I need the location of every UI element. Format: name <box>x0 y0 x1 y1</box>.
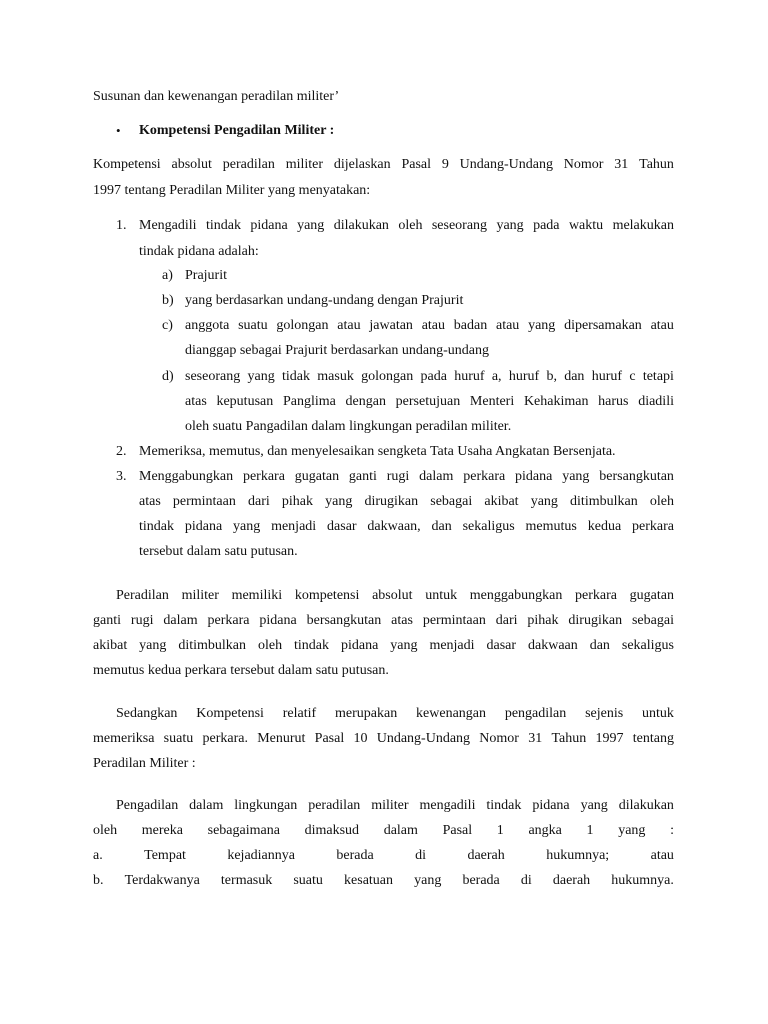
list-number: 3. <box>116 469 127 484</box>
word: militer <box>285 157 324 172</box>
word: diadili <box>638 394 674 409</box>
word: kedua <box>587 519 622 534</box>
word: perkara <box>575 588 617 603</box>
word: yang <box>414 873 442 888</box>
word: Panglima <box>282 394 336 409</box>
word: tindak <box>139 519 174 534</box>
word: akibat <box>484 494 519 509</box>
word: termasuk <box>220 873 273 888</box>
word: dengan <box>345 394 386 409</box>
word: perkara. <box>202 731 248 746</box>
word: tentang <box>632 731 674 746</box>
word: Kompetensi <box>93 157 161 172</box>
word: waktu <box>568 218 604 233</box>
paragraph-line <box>116 706 674 722</box>
word: b. <box>93 873 104 888</box>
word: dasar <box>486 638 517 653</box>
word: Menteri <box>469 394 515 409</box>
word: angka <box>528 823 562 838</box>
word: sejenis <box>585 706 624 721</box>
word: peradilan <box>308 798 361 813</box>
word: rugi <box>386 469 410 484</box>
word: yang <box>325 494 353 509</box>
word: anggota <box>185 318 230 333</box>
word: dasar <box>327 519 357 534</box>
word: yang <box>390 638 418 653</box>
word: sebagai <box>631 613 674 628</box>
list-item-text: tersebut dalam satu putusan. <box>139 544 298 559</box>
word: 31 <box>528 731 543 746</box>
word: kesatuan <box>344 873 394 888</box>
word: jawatan <box>369 318 413 333</box>
word: atas <box>139 494 161 509</box>
word: dijelaskan <box>333 157 391 172</box>
word: yang <box>618 823 646 838</box>
paragraph-line <box>93 731 674 747</box>
word: rugi <box>130 613 154 628</box>
word: Kompetensi <box>196 706 264 721</box>
word: dan <box>564 369 585 384</box>
word: mengadili <box>419 798 476 813</box>
paragraph-line <box>93 823 674 839</box>
word: dirugikan <box>568 613 623 628</box>
list-item-text <box>139 218 674 234</box>
word: perkara <box>632 519 674 534</box>
word: persetujuan <box>395 394 461 409</box>
word: kewenangan <box>416 706 486 721</box>
paragraph-line <box>116 588 674 604</box>
word: hukumnya; <box>546 848 610 863</box>
list-item-text <box>139 494 674 510</box>
word: Peradilan <box>116 588 169 603</box>
word: seseorang <box>431 218 488 233</box>
sub-item-text: Prajurit <box>185 268 227 283</box>
word: yang <box>580 798 608 813</box>
word: pihak <box>527 613 559 628</box>
word: c <box>629 369 636 384</box>
sub-label: a) <box>162 268 173 283</box>
section-title: Kompetensi Pengadilan Militer : <box>139 123 335 138</box>
word: masuk <box>317 369 354 384</box>
word: menggabungkan <box>469 588 563 603</box>
list-item-text <box>139 519 674 535</box>
word: ditimbulkan <box>178 638 247 653</box>
intro-line-1 <box>93 157 674 173</box>
list-number: 1. <box>116 218 127 233</box>
word: permintaan <box>422 613 486 628</box>
sub-item-text: oleh suatu Pangadilan dalam lingkungan peradilan militer. <box>185 419 512 434</box>
doc-heading: Susunan dan kewenangan peradilan militer’ <box>93 89 340 104</box>
word: dilakukan <box>333 218 389 233</box>
word: a, <box>491 369 502 384</box>
word: suatu <box>293 873 323 888</box>
word: Tahun <box>639 157 674 172</box>
word: sekaligus <box>621 638 674 653</box>
word: Mengadili <box>139 218 197 233</box>
paragraph-line: Peradilan Militer : <box>93 756 196 771</box>
list-number: 2. <box>116 444 127 459</box>
word: lingkungan <box>234 798 298 813</box>
word: Terdakwanya <box>124 873 200 888</box>
paragraph-line: memutus kedua perkara tersebut dalam satu putusan. <box>93 663 389 678</box>
word: memiliki <box>231 588 283 603</box>
word: yang <box>528 318 556 333</box>
word: Kehakiman <box>523 394 589 409</box>
word: suatu <box>238 318 268 333</box>
sub-item-text: dianggap sebagai Prajurit berdasarkan undang-undang <box>185 343 490 358</box>
word: peradilan <box>222 157 275 172</box>
word: oleh <box>398 218 423 233</box>
word: dakwaan <box>528 638 578 653</box>
list-item-text: Memeriksa, memutus, dan menyelesaikan sengketa Tata Usaha Angkatan Bersenjata. <box>139 444 616 459</box>
list-item-text <box>139 469 674 485</box>
word: absolut <box>171 157 212 172</box>
word: atau <box>650 848 674 863</box>
word: bersangkutan <box>599 469 674 484</box>
word: Nomor <box>479 731 519 746</box>
word: tetapi <box>642 369 674 384</box>
word: sebagaimana <box>207 823 280 838</box>
word: tindak <box>486 798 522 813</box>
word: dimaksud <box>304 823 360 838</box>
word: dari <box>248 494 270 509</box>
word: relatif <box>282 706 317 721</box>
word: pihak <box>281 494 313 509</box>
word: 1 <box>586 823 594 838</box>
word: 10 <box>353 731 368 746</box>
word: golongan <box>276 318 329 333</box>
bullet-icon: • <box>116 123 121 138</box>
word: huruf <box>591 369 623 384</box>
word: atau <box>495 318 520 333</box>
word: dan <box>431 519 452 534</box>
word: Tempat <box>144 848 186 863</box>
word: ganti <box>93 613 121 628</box>
word: militer <box>181 588 219 603</box>
paragraph-line <box>93 848 674 864</box>
word: oleh <box>649 494 674 509</box>
word: pidana <box>259 613 297 628</box>
word: Pasal <box>314 731 345 746</box>
word: mereka <box>141 823 183 838</box>
word: oleh <box>93 823 118 838</box>
word: a. <box>93 848 103 863</box>
word: berada <box>336 848 374 863</box>
word: untuk <box>642 706 674 721</box>
word: dilakukan <box>618 798 674 813</box>
word: Sedangkan <box>116 706 178 721</box>
sub-item-text: yang berdasarkan undang-undang dengan Prajurit <box>185 293 464 308</box>
word: ditimbulkan <box>570 494 638 509</box>
word: memutus <box>525 519 577 534</box>
word: 1997 <box>595 731 624 746</box>
word: Pasal <box>442 823 473 838</box>
word: dan <box>589 638 610 653</box>
word: gugatan <box>294 469 340 484</box>
word: dakwaan, <box>367 519 421 534</box>
word: dalam <box>419 469 454 484</box>
word: sekaligus <box>462 519 515 534</box>
word: pidana <box>532 798 570 813</box>
word: pada <box>533 218 560 233</box>
sub-item-text <box>185 394 674 410</box>
paragraph-line <box>93 613 674 629</box>
word: harus <box>598 394 629 409</box>
word: gugatan <box>629 588 674 603</box>
word: pidana <box>184 519 223 534</box>
paragraph-line <box>93 638 674 654</box>
word: Tahun <box>551 731 587 746</box>
word: menjadi <box>271 519 317 534</box>
word: daerah <box>552 873 591 888</box>
word: seseorang <box>185 369 241 384</box>
word: atau <box>421 318 446 333</box>
word: pidana <box>250 218 288 233</box>
word: absolut <box>372 588 413 603</box>
word: kompetensi <box>294 588 360 603</box>
word: tindak <box>294 638 330 653</box>
word: 31 <box>614 157 629 172</box>
word: Menggabungkan <box>139 469 234 484</box>
word: sebagai <box>430 494 473 509</box>
word: keputusan <box>216 394 274 409</box>
word: di <box>415 848 427 863</box>
sub-label: c) <box>162 318 173 333</box>
word: b, <box>546 369 557 384</box>
word: dalam <box>189 798 224 813</box>
sub-item-text <box>185 318 674 334</box>
word: dari <box>495 613 518 628</box>
word: permintaan <box>172 494 236 509</box>
paragraph-line <box>116 798 674 814</box>
word: yang <box>297 218 325 233</box>
word: menjadi <box>429 638 475 653</box>
word: Undang-Undang <box>459 157 553 172</box>
paragraph-line <box>93 873 674 889</box>
word: Menurut <box>257 731 306 746</box>
word: atau <box>650 318 674 333</box>
word: yang <box>530 494 558 509</box>
word: Nomor <box>563 157 604 172</box>
word: tindak <box>205 218 241 233</box>
word: atas <box>185 394 207 409</box>
word: yang <box>139 638 167 653</box>
word: Pasal <box>401 157 431 172</box>
word: hukumnya. <box>611 873 674 888</box>
word: perkara <box>207 613 250 628</box>
word: badan <box>453 318 488 333</box>
word: militer <box>371 798 409 813</box>
word: huruf <box>508 369 540 384</box>
word: dipersamakan <box>564 318 642 333</box>
word: perkara <box>242 469 285 484</box>
word: 1 <box>496 823 504 838</box>
word: merupakan <box>335 706 398 721</box>
word: untuk <box>425 588 458 603</box>
word: dalam <box>383 823 418 838</box>
word: berada <box>462 873 500 888</box>
word: yang <box>247 369 275 384</box>
word: huruf <box>454 369 485 384</box>
word: yang <box>496 218 524 233</box>
word: daerah <box>467 848 505 863</box>
word: golongan <box>361 369 414 384</box>
word: pada <box>420 369 447 384</box>
word: melakukan <box>612 218 674 233</box>
word: pidana <box>515 469 553 484</box>
word: bersangkutan <box>306 613 382 628</box>
list-item-text: tindak pidana adalah: <box>139 244 259 259</box>
word: Pengadilan <box>116 798 179 813</box>
word: suatu <box>163 731 194 746</box>
word: ganti <box>348 469 377 484</box>
word: 9 <box>441 157 449 172</box>
word: memeriksa <box>93 731 155 746</box>
word: dirugikan <box>364 494 419 509</box>
word: Undang-Undang <box>376 731 471 746</box>
word: tidak <box>281 369 310 384</box>
word: yang <box>233 519 261 534</box>
word: perkara <box>463 469 506 484</box>
word: dalam <box>163 613 198 628</box>
sub-item-text <box>185 369 674 385</box>
word: atau <box>337 318 361 333</box>
word: pengadilan <box>504 706 567 721</box>
word: oleh <box>257 638 283 653</box>
sub-label: d) <box>162 369 174 384</box>
word: pidana <box>340 638 379 653</box>
word: yang <box>562 469 590 484</box>
word: atas <box>391 613 413 628</box>
intro-line-2: 1997 tentang Peradilan Militer yang menyatakan: <box>93 183 371 198</box>
word: di <box>520 873 532 888</box>
word: : <box>670 823 674 838</box>
sub-label: b) <box>162 293 174 308</box>
word: akibat <box>93 638 128 653</box>
word: kejadiannya <box>227 848 295 863</box>
